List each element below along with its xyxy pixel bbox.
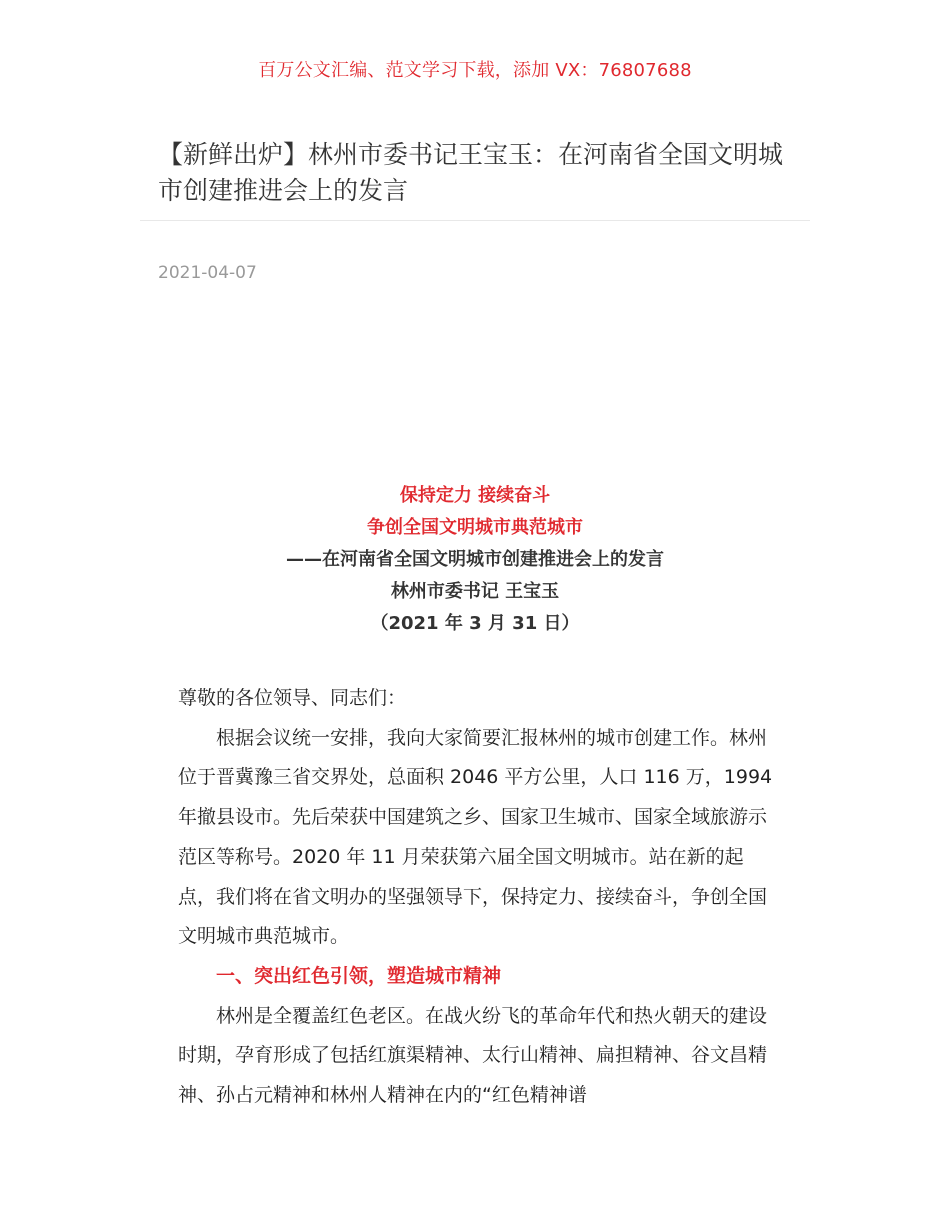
salutation: 尊敬的各位领导、同志们：: [178, 687, 407, 709]
article-title: 【新鲜出炉】林州市委书记王宝玉：在河南省全国文明城市创建推进会上的发言: [158, 140, 784, 205]
speech-header: [0, 480, 950, 640]
speech-subtitle: ——在河南省全国文明城市创建推进会上的发言: [286, 549, 664, 570]
speech-headline-1: 保持定力 接续奋斗: [399, 485, 551, 506]
publish-date: 2021-04-07: [158, 263, 257, 283]
section-heading-1: 一、突出红色引领，塑造城市精神: [216, 964, 502, 987]
speech-headline-2: 争创全国文明城市典范城市: [367, 517, 583, 538]
speaker-line: 林州市委书记 王宝玉: [390, 581, 560, 602]
paragraph-2: 林州是全覆盖红色老区。在战火纷飞的革命年代和热火朝天的建设时期，孕育形成了包括红旗渠精神、太行山精神、扁担精神、谷文昌精神、孙占元精神和林州人精神在内的“红色精神谱: [178, 1004, 768, 1107]
promo-banner: 百万公文汇编、范文学习下载，添加 VX：76807688: [258, 60, 692, 81]
speech-date: （2021 年 3 月 31 日）: [370, 613, 580, 634]
title-divider: [140, 220, 810, 221]
paragraph-1: 根据会议统一安排，我向大家简要汇报林州的城市创建工作。林州位于晋冀豫三省交界处，总面积 2046 平方公里，人口 116 万，1994 年撤县设市。先后荣获中国建筑之乡、国家卫生城市、国家全域旅游示范区等称号。2020 年 11 月荣获第六届全国文明城市。站在新的起点，我们将在省文明办的坚强领导下，保持定力、接续奋斗，争创全国文明城市典范城市。: [178, 726, 773, 948]
speech-body: [178, 679, 774, 1116]
